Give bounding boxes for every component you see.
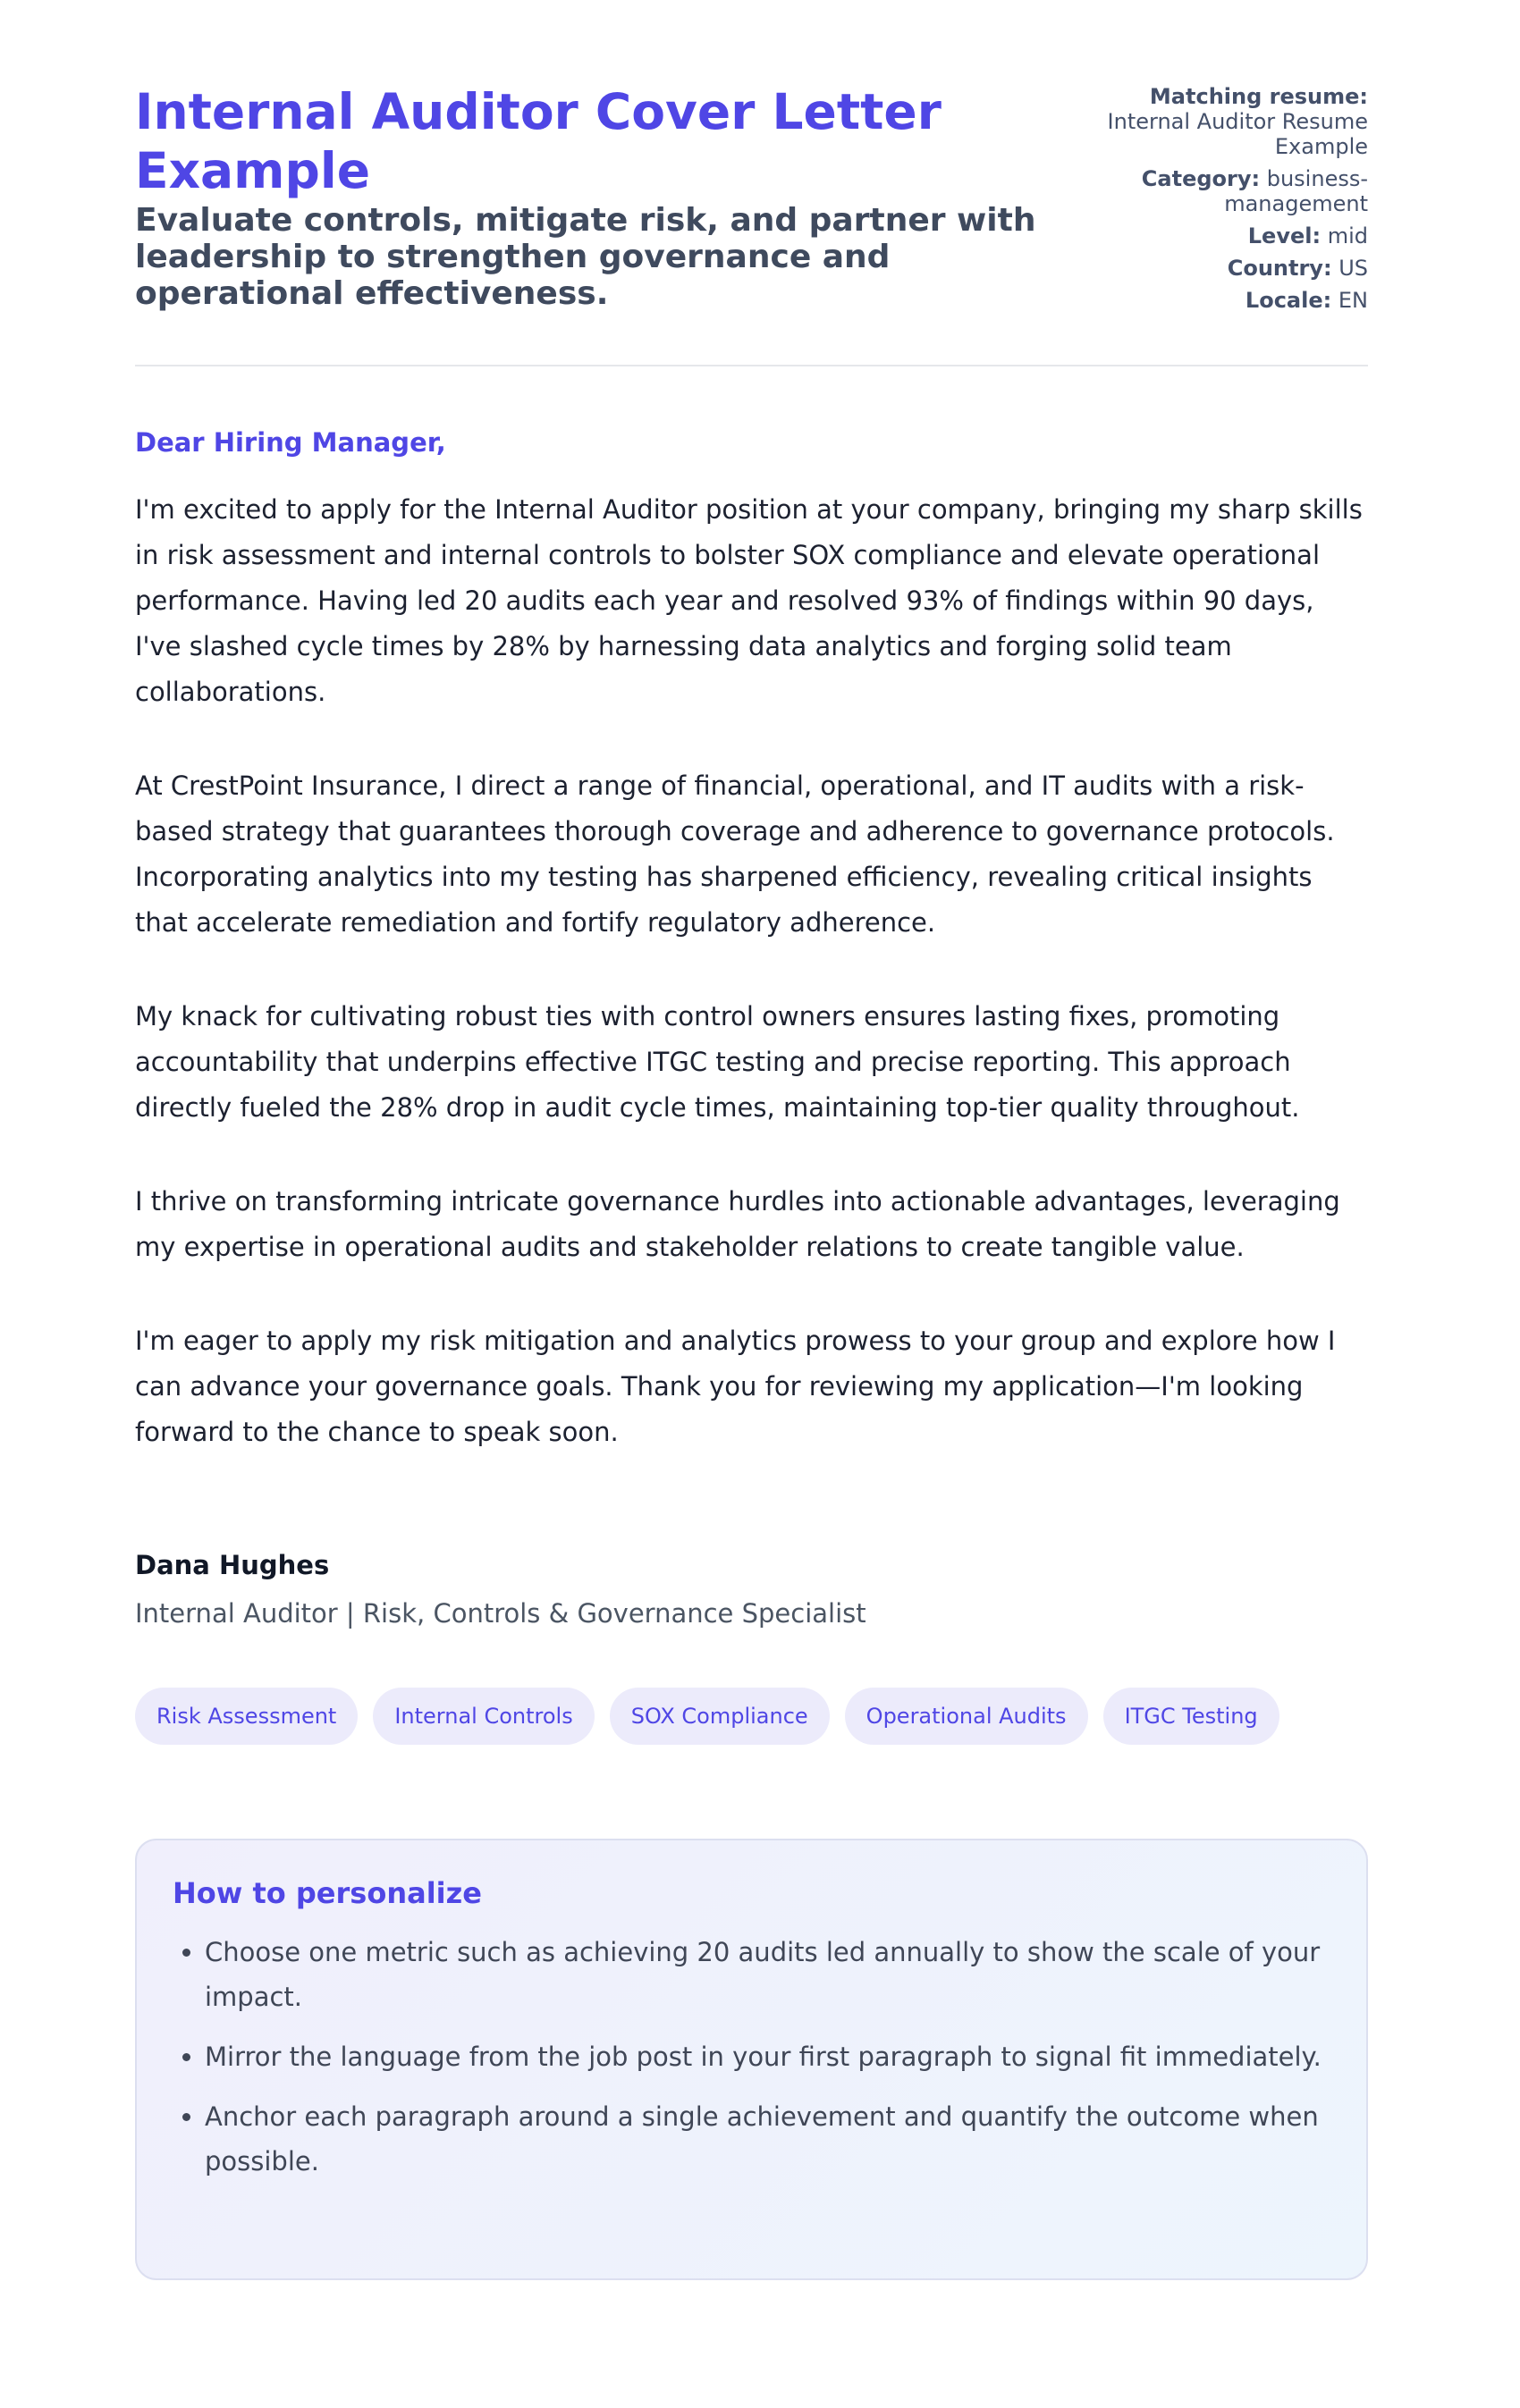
tips-title: How to personalize [173, 1876, 482, 1910]
letter-paragraph: My knack for cultivating robust ties with control owners ensures lasting fixes, promoting accountability that underpins effective ITGC testing and precise reporting. This approach directly fueled the 28% drop in audit cycle times, maintaining top-tier quality throughout. [135, 1001, 1300, 1123]
meta-matching-resume [1100, 84, 1368, 159]
skill-tags [135, 1688, 1368, 1745]
meta-label: Level: [1247, 223, 1322, 248]
meta-category [1100, 166, 1368, 216]
meta-value: mid [1327, 223, 1368, 248]
tip-item: • Anchor each paragraph around a single achievement and quantify the outcome when possible. [205, 2094, 1330, 2184]
meta-label: Locale: [1245, 288, 1332, 313]
meta-locale [1100, 288, 1368, 313]
skill-tag: Operational Audits [845, 1688, 1088, 1745]
meta-value: business-management [1224, 166, 1368, 216]
skill-tag: SOX Compliance [610, 1688, 830, 1745]
meta-label: Category: [1141, 166, 1261, 191]
cover-letter-page [135, 0, 1368, 2280]
meta-value: Internal Auditor Resume Example [1107, 109, 1368, 159]
meta-label: Matching resume: [1149, 84, 1368, 109]
skill-tag: Internal Controls [373, 1688, 594, 1745]
signature-role: Internal Auditor | Risk, Controls & Governance Specialist [135, 1598, 866, 1629]
letter-paragraph: I'm eager to apply my risk mitigation and analytics prowess to your group and explore how I can advance your governance goals. Thank you for reviewing my application—I'm looking forward to the chance to speak soon. [135, 1326, 1336, 1447]
page-subtitle: Evaluate controls, mitigate risk, and partner with leadership to strengthen governance and operational effectiveness. [135, 202, 1036, 312]
tip-item: • Mirror the language from the job post in your first paragraph to signal fit immediately. [205, 2034, 1330, 2079]
meta-label: Country: [1227, 256, 1332, 281]
meta-value: EN [1338, 288, 1368, 313]
skill-tag: Risk Assessment [135, 1688, 358, 1745]
meta-value: US [1338, 256, 1368, 281]
letter-paragraph: At CrestPoint Insurance, I direct a range of financial, operational, and IT audits with a risk-based strategy that guarantees thorough coverage and adherence to governance protocols. Incorporating analytics into my testing has sharpened efficiency, revealing critical insights that accelerate remediation and fortify regulatory adherence. [135, 770, 1335, 938]
letter-paragraph: I'm excited to apply for the Internal Auditor position at your company, bringing my sharp skills in risk assessment and internal controls to bolster SOX compliance and elevate operational performance. Having led 20 audits each year and resolved 93% of findings within 90 days, I've slashed cycle times by 28% by harnessing data analytics and forging solid team collaborations. [135, 494, 1363, 707]
meta-panel [1100, 84, 1368, 320]
meta-country [1100, 256, 1368, 281]
greeting: Dear Hiring Manager, [135, 427, 446, 458]
tips-list [173, 1930, 1330, 2184]
meta-level [1100, 223, 1368, 248]
tip-item: • Choose one metric such as achieving 20 audits led annually to show the scale of your impact. [205, 1930, 1330, 2019]
page-header [135, 0, 1368, 366]
personalize-tips-box [135, 1839, 1368, 2280]
signature-name: Dana Hughes [135, 1550, 330, 1580]
letter-paragraph: I thrive on transforming intricate governance hurdles into actionable advantages, leveraging my expertise in operational audits and stakeholder relations to create tangible value. [135, 1186, 1340, 1262]
skill-tag: ITGC Testing [1103, 1688, 1279, 1745]
page-title: Internal Auditor Cover Letter Example [135, 83, 942, 199]
